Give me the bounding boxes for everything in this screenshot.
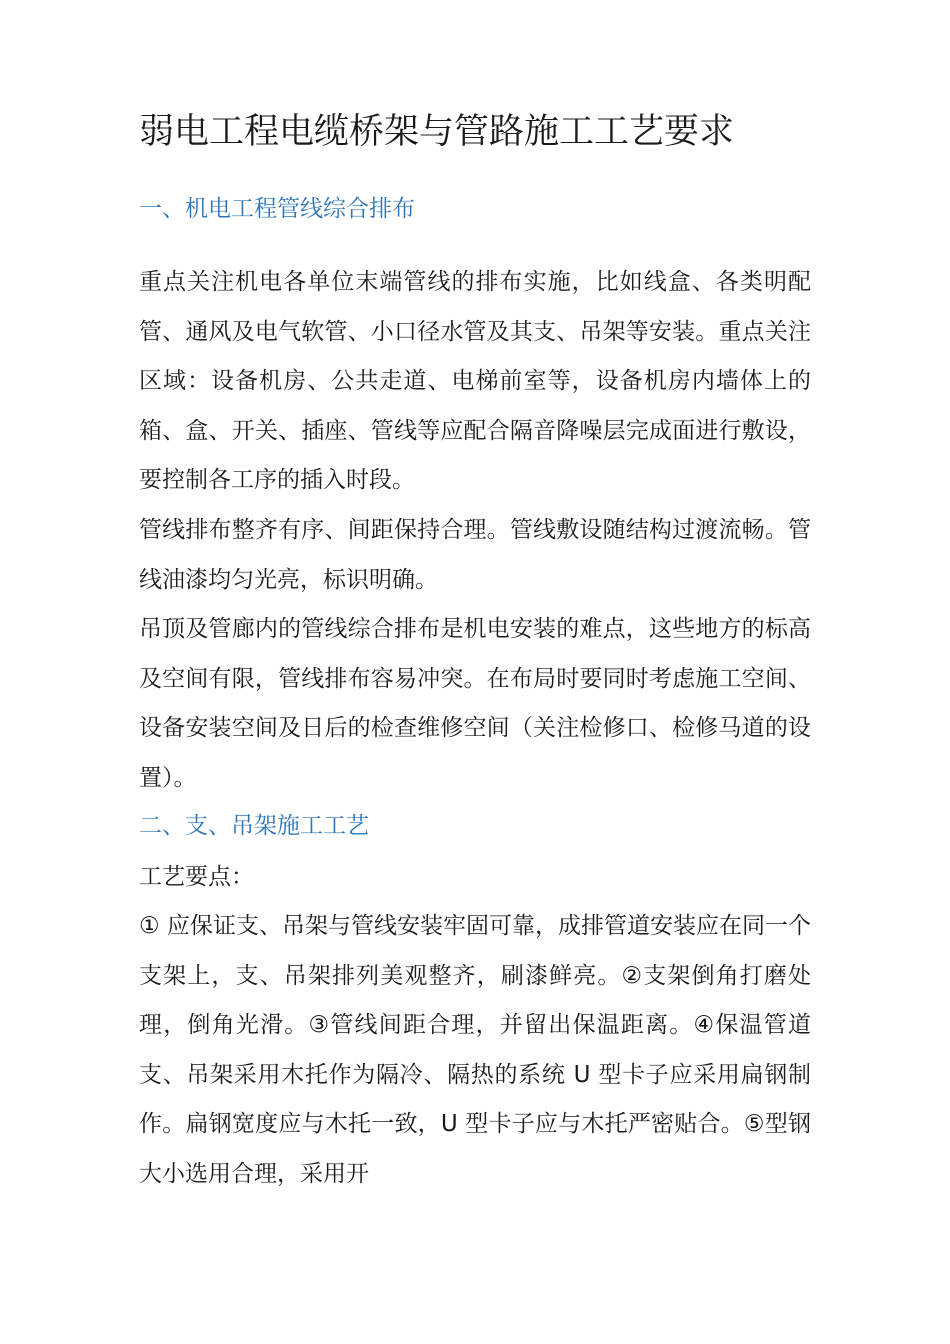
paragraph: ① 应保证支、吊架与管线安装牢固可靠，成排管道安装应在同一个支架上，支、吊架排列美观整齐，刷漆鲜亮。②支架倒角打磨处理，倒角光滑。③管线间距合理，并留出保温距离。④保温管道支、吊架采用木托作为隔冷、隔热的系统 U 型卡子应采用扁钢制作。扁钢宽度应与木托一致，U 型卡子应与木托严密贴合。⑤型钢大小选用合理，采用开 [139, 913, 811, 1187]
document-title: 弱电工程电缆桥架与管路施工工艺要求 [139, 112, 735, 152]
paragraph: 管线排布整齐有序、间距保持合理。管线敷设随结构过渡流畅。管线油漆均匀光亮，标识明确。 [139, 517, 811, 593]
paragraph: 工艺要点： [139, 864, 254, 890]
section-heading-2: 二、支、吊架施工工艺 [139, 813, 369, 839]
paragraph: 重点关注机电各单位末端管线的排布实施，比如线盒、各类明配管、通风及电气软管、小口径水管及其支、吊架等安装。重点关注区域：设备机房、公共走道、电梯前室等，设备机房内墙体上的箱、盒、开关、插座、管线等应配合隔音降噪层完成面进行敷设，要控制各工序的插入时段。 [139, 269, 811, 494]
paragraph: 吊顶及管廊内的管线综合排布是机电安装的难点，这些地方的标高及空间有限，管线排布容易冲突。在布局时要同时考虑施工空间、设备安装空间及日后的检查维修空间（关注检修口、检修马道的设置）。 [139, 616, 811, 791]
section-heading-1: 一、机电工程管线综合排布 [139, 196, 415, 222]
